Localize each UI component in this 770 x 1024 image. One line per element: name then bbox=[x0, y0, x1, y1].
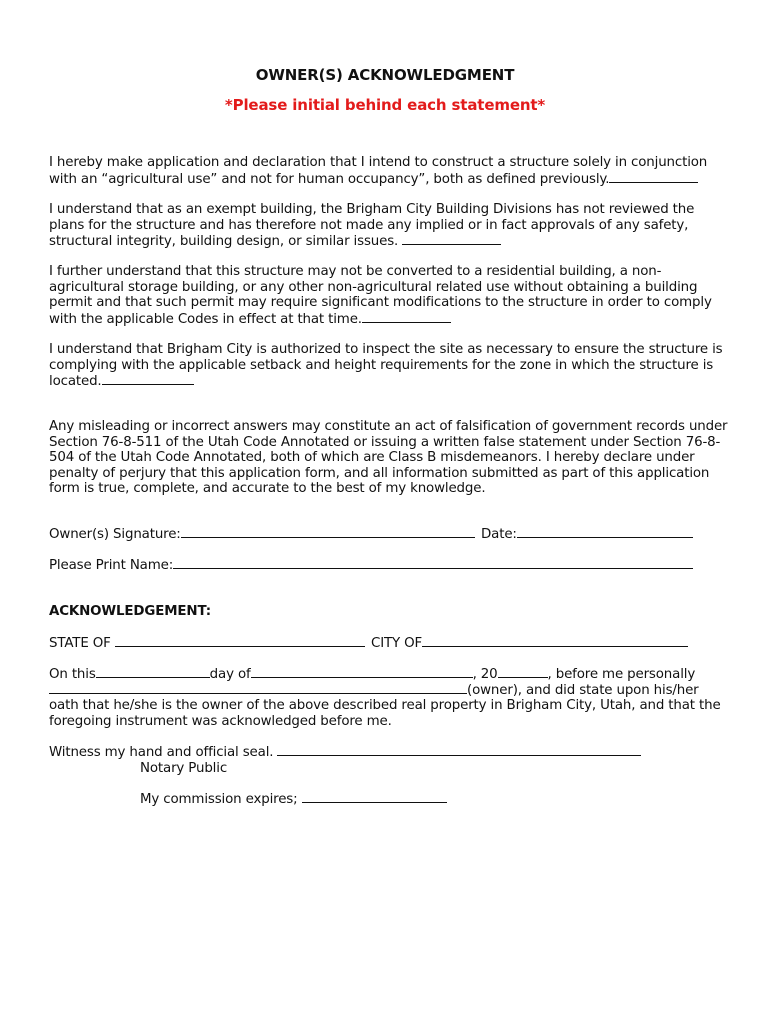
instruction-subtitle: *Please initial behind each statement* bbox=[224, 96, 546, 114]
statement-2-initial-field[interactable] bbox=[402, 233, 501, 245]
statement-3 bbox=[49, 264, 731, 327]
city-field[interactable] bbox=[422, 635, 688, 647]
statement-1 bbox=[49, 155, 731, 187]
statement-1-initial-field[interactable] bbox=[609, 171, 698, 183]
notary-signature-field[interactable] bbox=[277, 744, 641, 756]
owner-statement-label: (owner), and did state upon his/her bbox=[467, 683, 699, 698]
commission-expires-field[interactable] bbox=[302, 791, 447, 803]
statement-4-text: I understand that Brigham City is authorized to inspect the site as necessary to ensure the structure is complying with the applicable setback and height requirements for the zone in which the structure is located. bbox=[49, 342, 723, 390]
print-name-label: Please Print Name: bbox=[49, 558, 174, 573]
year-prefix-label: , 20 bbox=[472, 667, 498, 682]
state-field[interactable] bbox=[115, 635, 365, 647]
date-field[interactable] bbox=[517, 526, 693, 538]
witness-label: Witness my hand and official seal. bbox=[49, 745, 274, 760]
date-label: Date: bbox=[481, 527, 517, 542]
day-of-label: day of bbox=[209, 667, 251, 682]
statement-2-text: I understand that as an exempt building, the Brigham City Building Divisions has not reviewed the plans for the structure and has therefore not made any implied or in fact approvals of any safety, structural integrity, building design, or similar issues. bbox=[49, 202, 695, 250]
notary-public-label: Notary Public bbox=[140, 761, 228, 776]
page-title: OWNER(S) ACKNOWLEDGMENT bbox=[255, 66, 515, 84]
statement-4-initial-field[interactable] bbox=[102, 373, 194, 385]
statement-2 bbox=[49, 202, 731, 250]
statement-3-text: I further understand that this structure may not be converted to a residential building, a non-agricultural storage building, or any other non-agricultural related use without obtaining a building permit and that such permit may require significant modifications to the structure in order to comply with the applicable Codes in effect at that time. bbox=[49, 264, 712, 327]
owner-signature-label: Owner(s) Signature: bbox=[49, 527, 181, 542]
state-label: STATE OF bbox=[49, 636, 111, 651]
owner-signature-field[interactable] bbox=[181, 526, 475, 538]
statement-4 bbox=[49, 342, 731, 390]
city-row bbox=[371, 635, 688, 653]
date-row bbox=[481, 526, 693, 544]
city-label: CITY OF bbox=[371, 636, 423, 651]
state-row bbox=[49, 635, 365, 653]
commission-row bbox=[140, 791, 447, 809]
print-name-row bbox=[49, 557, 693, 575]
statement-3-initial-field[interactable] bbox=[362, 311, 451, 323]
owner-name-field[interactable] bbox=[49, 682, 467, 694]
owner-signature-row bbox=[49, 526, 475, 544]
before-me-label: , before me personally bbox=[547, 667, 696, 682]
perjury-disclaimer: Any misleading or incorrect answers may constitute an act of falsification of government records under Section 76-8-511 of the Utah Code Annotated or issuing a written false statement under Section 76-8-504 of the Utah Code Annotated, both of which are Class B misdemeanors. I hereby declare under penalty of perjury that this application form, and all information submitted as part of this application form is true, complete, and accurate to the best of my knowledge. bbox=[49, 419, 728, 497]
print-name-field[interactable] bbox=[173, 557, 693, 569]
statement-1-text: I hereby make application and declaration that I intend to construct a structure solely in conjunction with an “agricultural use” and not for human occupancy”, both as defined previously. bbox=[49, 155, 708, 187]
acknowledgement-heading: ACKNOWLEDGEMENT: bbox=[49, 604, 211, 619]
year-field[interactable] bbox=[498, 666, 548, 678]
oath-statement: oath that he/she is the owner of the above described real property in Brigham City, Utah, and that the foregoing instrument was acknowledged before me. bbox=[49, 698, 721, 729]
month-field[interactable] bbox=[251, 666, 473, 678]
day-field[interactable] bbox=[96, 666, 210, 678]
commission-label: My commission expires; bbox=[140, 792, 298, 807]
witness-row bbox=[49, 744, 641, 762]
on-this-label: On this bbox=[49, 667, 96, 682]
